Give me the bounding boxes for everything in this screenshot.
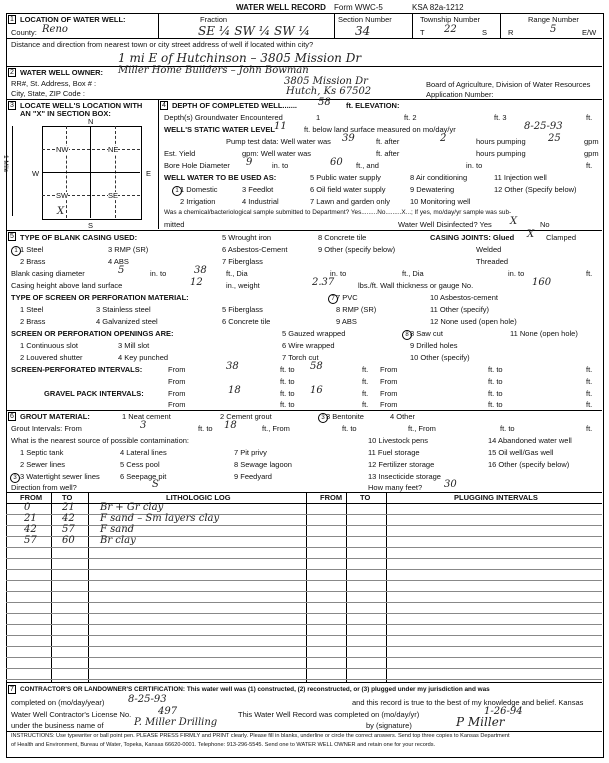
yield-well-water: gpm: Well water was [242,149,312,158]
cont-watertight[interactable]: 3 Watertight sewer lines [20,472,100,481]
grout-neat[interactable]: 1 Neat cement [122,412,171,421]
distance-label: Distance and direction from nearest town or city street address of well if located within city? [11,40,314,49]
grout-to-2: ft. to [342,424,357,433]
log-row-description[interactable]: F sand [100,524,135,535]
use-feedlot[interactable]: 3 Feedlot [242,185,274,194]
feet-label: How many feet? [368,483,423,492]
gpi-to-2: ft. to [488,389,503,398]
log-row-from[interactable]: 57 [24,535,37,546]
cont-fuel[interactable]: 11 Fuel storage [368,448,420,457]
spi-from-4: From [380,377,398,386]
opening-continuous[interactable]: 1 Continuous slot [20,341,78,350]
log-row-from[interactable]: 21 [24,513,37,524]
form-title: WATER WELL RECORD [236,3,326,12]
completed-label: completed on (mo/day/year) [11,698,105,707]
bore-ft-and: ft., and [356,161,379,170]
log-rule-line [6,536,602,537]
screen-none[interactable]: 12 None used (open hole) [430,317,517,326]
opening-wire[interactable]: 6 Wire wrapped [282,341,335,350]
screen-intervals-label: SCREEN-PERFORATED INTERVALS: [11,365,143,374]
board-label: Board of Agriculture, Division of Water Resources [426,80,591,89]
spi-to-4: ft. to [488,377,503,386]
screen-concrete[interactable]: 6 Concrete tile [222,317,271,326]
opening-drilled[interactable]: 9 Drilled holes [410,341,458,350]
height-value[interactable]: 12 [190,277,203,288]
cont-sewer[interactable]: 2 Sewer lines [20,460,66,469]
range-value[interactable]: 5 [550,24,557,35]
spi-ft: ft. [362,365,369,374]
use-monitoring[interactable]: 10 Monitoring well [410,197,471,206]
direction-value[interactable]: S [152,479,159,490]
cont-oil[interactable]: 15 Oil well/Gas well [488,448,554,457]
disinfected-no: No [540,220,550,229]
record-completed-label: This Water Well Record was completed on (mo/day/yr) [238,710,420,719]
casing-abs[interactable]: 4 ABS [108,257,129,266]
spi-ft-3: ft. [362,377,369,386]
diam-value[interactable]: 5 [118,265,125,276]
cont-septic[interactable]: 1 Septic tank [20,448,64,457]
log-row-description[interactable]: F sand – Sm layers clay [100,513,220,524]
ksa-number: KSA 82a-1212 [412,3,464,12]
casing-fiberglass[interactable]: 7 Fiberglass [222,257,263,266]
certification-text: CONTRACTOR'S OR LANDOWNER'S CERTIFICATION: This water well was (1) constructed, (2) reconstructed, or (3) plugged under my jurisdiction and was [20,686,490,693]
grout-intervals-label: Grout Intervals: From [11,424,82,433]
chem-sample-question: Was a chemical/bacteriological sample submitted to Department? Yes.........No.........X...; If yes, mo/day/yr sample was sub- [164,209,512,216]
township-label: Township Number [420,15,481,24]
log-rule-line [6,635,602,636]
business-label: under the business name of [11,721,104,730]
log-rule-line [6,547,602,548]
diam-label: Blank casing diameter [11,269,85,278]
cont-livestock[interactable]: 10 Livestock pens [368,436,429,445]
gravel-label: GRAVEL PACK INTERVALS: [44,389,144,398]
section-5-number: 5 [10,233,14,240]
log-rule-line [6,679,602,680]
grout-ft-from-2: ft., From [408,424,436,433]
locate-label-2: AN "X" IN SECTION BOX: [20,109,111,118]
cont-lateral[interactable]: 4 Lateral lines [120,448,167,457]
gw-3: ft. 3 [494,113,507,122]
screen-asbestos[interactable]: 10 Asbestos-cement [430,293,498,302]
cont-cess[interactable]: 5 Cess pool [120,460,160,469]
chem-mitted: mitted [164,220,185,229]
township-t: T [420,28,425,37]
log-rule-line [6,646,602,647]
spi-to-label: ft. to [280,365,295,374]
nw-label: NW [56,145,69,154]
bore-diameter-value[interactable]: 9 [246,157,253,168]
opening-gauzed[interactable]: 5 Gauzed wrapped [282,329,346,338]
cont-fertilizer[interactable]: 12 Fertilizer storage [368,460,435,469]
grout-cement[interactable]: 2 Cement grout [220,412,272,421]
log-rule-line [6,580,602,581]
section-3-number: 3 [10,102,14,109]
north-label: N [88,117,94,126]
log-row-description[interactable]: Br + Gr clay [100,502,164,513]
section-number-label: Section Number [338,15,392,24]
log-rule-line [6,591,602,592]
gpi-from-value[interactable]: 18 [228,385,241,396]
screen-rmp[interactable]: 8 RMP (SR) [336,305,377,314]
location-label: LOCATION OF WATER WELL: [20,15,126,24]
casing-wrought[interactable]: 5 Wrought iron [222,233,272,242]
pump-gpm-value[interactable]: 25 [548,133,561,144]
fraction-value[interactable]: SE ¼ SW ¼ SW ¼ [198,24,311,38]
gpi-to-4: ft. to [488,400,503,409]
log-rule-line [6,657,602,658]
instructions-line-1: INSTRUCTIONS: Use typewriter or ball point pen. PLEASE PRESS FIRMLY and PRINT clearly. Please fill in blanks, underline or circle the correct answers. Send top three copies to Kansas Department [11,733,510,739]
gpi-ft-3: ft. [362,400,369,409]
distance-value[interactable]: 1 mi E of Hutchinson – 3805 Mission Dr [118,51,362,65]
disinfected-no-mark[interactable]: X [510,216,518,227]
gw-1: 1 [316,113,321,122]
gpi-to-3: ft. to [280,400,295,409]
screen-fiberglass[interactable]: 5 Fiberglass [222,305,263,314]
fraction-label: Fraction [200,15,228,24]
signature-value[interactable]: P Miller [456,715,505,729]
static-level-date[interactable]: 8-25-93 [524,121,563,132]
diam-to-value[interactable]: 38 [194,265,207,276]
casing-rmp[interactable]: 3 RMP (SR) [108,245,149,254]
static-level-label: WELL'S STATIC WATER LEVEL [164,125,275,134]
spi-ft-2: ft. [586,365,593,374]
log-from-header: FROM [20,493,43,502]
grout-from-value[interactable]: 3 [140,420,147,431]
signature-label: by (signature) [366,721,412,730]
casing-steel[interactable]: 1 Steel [20,245,44,254]
city-label: City, State, ZIP Code : [11,89,85,98]
openings-label: SCREEN OR PERFORATION OPENINGS ARE: [11,329,174,338]
casing-brass[interactable]: 2 Brass [20,257,46,266]
log-rule-line [6,558,602,559]
screen-abs[interactable]: 9 ABS [336,317,357,326]
use-domestic[interactable]: 1 Domestic [180,185,218,194]
log-row-from[interactable]: 42 [24,524,37,535]
locate-label: LOCATE WELL'S LOCATION WITH [20,101,143,110]
casing-other[interactable]: 9 Other (specify below) [318,245,396,254]
range-label: Range Number [528,15,579,24]
groundwater-label: Depth(s) Groundwater Encountered [164,113,283,122]
log-rule-line [6,525,602,526]
township-value[interactable]: 22 [444,24,457,35]
spi-to-3: ft. to [280,377,295,386]
bore-in-to: in. to [272,161,289,170]
yield-label: Est. Yield [164,149,196,158]
static-level-rest: ft. below land surface measured on mo/day/yr [304,125,456,134]
township-s: S [482,28,488,37]
diam-ft-dia: ft., Dia [226,269,248,278]
section-6-number: 6 [10,413,14,420]
bore-ft-2: ft. [586,161,593,170]
spi-ft-4: ft. [586,377,593,386]
casing-asbestos[interactable]: 6 Asbestos-Cement [222,245,288,254]
gw-ft: ft. [586,113,593,122]
county-value[interactable]: Reno [42,24,68,35]
license-value[interactable]: 497 [158,706,178,717]
depth-ft-elevation: ft. ELEVATION: [346,101,400,110]
log-row-from[interactable]: 0 [24,502,31,513]
business-value[interactable]: P. Miller Drilling [134,717,218,728]
grout-other[interactable]: 4 Other [390,412,416,421]
casing-type-label: TYPE OF BLANK CASING USED: [20,233,138,242]
spi-from-label: From [168,365,186,374]
diam-in-to-2: in. to [330,269,347,278]
use-public[interactable]: 5 Public water supply [310,173,381,182]
spi-from-2: From [380,365,398,374]
diam-in-to: in. to [150,269,167,278]
use-dewatering[interactable]: 9 Dewatering [410,185,455,194]
screen-other[interactable]: 11 Other (specify) [430,305,490,314]
grout-ft-from: ft., From [262,424,290,433]
owner-label: WATER WELL OWNER: [20,68,104,77]
opening-other[interactable]: 10 Other (specify) [410,353,470,362]
grout-ft-3: ft. [586,424,593,433]
range-r: R [508,28,514,37]
log-rule-line [6,514,602,515]
cont-seepage[interactable]: 6 Seepage pit [120,472,167,481]
gw-2: ft. 2 [404,113,417,122]
cont-abandoned[interactable]: 14 Abandoned water well [488,436,572,445]
pump-ft-value[interactable]: 39 [342,133,355,144]
height-label: Casing height above land surface [11,281,123,290]
log-rule-line [6,668,602,669]
gauge-value[interactable]: 160 [532,277,552,288]
screen-pvc[interactable]: 7 PVC [336,293,358,302]
pump-hours-label: hours pumping [476,137,526,146]
grout-label: GROUT MATERIAL: [20,412,90,421]
joints-threaded[interactable]: Threaded [476,257,509,266]
weight-value[interactable]: 2.37 [312,277,335,288]
spi-from-3: From [168,377,186,386]
form-number: Form WWC-5 [334,3,383,12]
completed-date[interactable]: 8-25-93 [128,694,167,705]
static-level-value[interactable]: 11 [274,121,287,132]
well-location-mark: X [57,206,65,217]
joints-welded[interactable]: Welded [476,245,502,254]
diam-in-to-3: in. to [508,269,525,278]
bore-in-to-2: in. to [466,161,483,170]
screen-brass[interactable]: 2 Brass [20,317,46,326]
log-rule-line [6,613,602,614]
range-ew: E/W [582,28,597,37]
bore-label: Bore Hole Diameter [164,161,230,170]
depth-label: DEPTH OF COMPLETED WELL....... [172,101,297,110]
opening-key[interactable]: 4 Key punched [118,353,169,362]
section-number-value[interactable]: 34 [355,24,371,38]
log-row-to[interactable]: 57 [62,524,75,535]
log-row-to[interactable]: 42 [62,513,75,524]
gpi-ft: ft. [362,389,369,398]
opening-none[interactable]: 11 None (open hole) [510,329,578,338]
log-from2-header: FROM [320,493,343,502]
gpi-from-2: From [380,389,398,398]
screen-stainless[interactable]: 3 Stainless steel [96,305,151,314]
gpi-to-label: ft. to [280,389,295,398]
grout-bentonite[interactable]: 3 Bentonite [326,412,364,421]
opening-louvered[interactable]: 2 Louvered shutter [20,353,83,362]
log-rule-line [6,624,602,625]
gpi-ft-4: ft. [586,400,593,409]
direction-label: Direction from well? [11,483,77,492]
address-value[interactable]: 3805 Mission Dr [284,76,368,87]
spi-to-2: ft. to [488,365,503,374]
gpi-from-4: From [380,400,398,409]
gpi-from-3: From [168,400,186,409]
opening-torch[interactable]: 7 Torch cut [282,353,319,362]
log-row-to[interactable]: 21 [62,502,75,513]
log-plugging-header: PLUGGING INTERVALS [454,493,538,502]
application-label: Application Number: [426,90,494,99]
section-4-number: 4 [162,102,166,109]
cont-insecticide[interactable]: 13 Insecticide storage [368,472,441,481]
use-label: WELL WATER TO BE USED AS: [164,173,277,182]
yield-hours: hours pumping [476,149,526,158]
screen-material-label: TYPE OF SCREEN OR PERFORATION MATERIAL: [11,293,189,302]
instructions-line-2: of Health and Environment, Bureau of Water, Topeka, Kansas 66620-0001. Telephone: 913-296-5545. Send one to WATER WELL OWNER and retain one for your records. [11,742,436,748]
use-irrigation[interactable]: 2 Irrigation [180,197,216,206]
diam-ft-3: ft. [586,269,593,278]
opening-mill[interactable]: 3 Mill slot [118,341,150,350]
yield-gpm: gpm [584,149,599,158]
log-rule-line [6,569,602,570]
se-label: SE [108,191,119,200]
pump-test-label: Pump test data: Well water was [226,137,331,146]
screen-steel[interactable]: 1 Steel [20,305,44,314]
yield-after: ft. after [376,149,400,158]
log-to2-header: TO [360,493,371,502]
pump-after: ft. after [376,137,400,146]
cont-lagoon[interactable]: 8 Sewage lagoon [234,460,292,469]
use-oil-field[interactable]: 6 Oil field water supply [310,185,386,194]
joints-glued-mark[interactable]: X [527,229,535,240]
spi-to-value[interactable]: 58 [310,361,323,372]
use-lawn[interactable]: 7 Lawn and garden only [310,197,391,206]
pump-hours-value[interactable]: 2 [440,133,447,144]
feet-value[interactable]: 30 [444,479,457,490]
spi-from-value[interactable]: 38 [226,361,239,372]
license-label: Water Well Contractor's License No. [11,710,132,719]
ne-label: NE [108,145,119,154]
log-row-to[interactable]: 60 [62,535,75,546]
screen-galvanized[interactable]: 4 Galvanized steel [96,317,158,326]
sw-label: SW [56,191,69,200]
county-label: County: [11,28,37,37]
section-2-number: 2 [10,69,14,76]
use-injection[interactable]: 11 Injection well [494,173,547,182]
contamination-label: What is the nearest source of possible contamination: [11,436,190,445]
cont-pit[interactable]: 7 Pit privy [234,448,267,457]
east-label: E [146,169,152,178]
grout-to-3: ft. to [500,424,515,433]
log-row-description[interactable]: Br clay [100,535,136,546]
cont-feedyard[interactable]: 9 Feedyard [234,472,272,481]
log-lithologic-header: LITHOLOGIC LOG [166,493,231,502]
height-in-weight: in., weight [226,281,260,290]
use-other[interactable]: 12 Other (Specify below) [494,185,577,194]
joints-clamped[interactable]: Clamped [546,233,577,242]
gpi-ft-2: ft. [586,389,593,398]
casing-concrete[interactable]: 8 Concrete tile [318,233,367,242]
gpi-to-value[interactable]: 16 [310,385,323,396]
address-label: RR#, St. Address, Box # : [11,79,97,88]
section-1-number: 1 [10,16,14,23]
bore-to-value[interactable]: 60 [330,157,343,168]
diam-ft-dia-2: ft., Dia [402,269,424,278]
disinfected-label: Water Well Disinfected? Yes [398,220,492,229]
log-rule-line [6,602,602,603]
grout-to-label: ft. to [198,424,213,433]
section-7-number: 7 [10,686,14,693]
city-value[interactable]: Hutch, Ks 67502 [286,86,372,97]
opening-saw[interactable]: 8 Saw cut [410,329,443,338]
depth-value[interactable]: 58 [318,97,331,108]
mile-label: 1 Mile [2,155,9,173]
completed-rest: and this record is true to the best of my knowledge and belief. Kansas [352,698,584,707]
joints-label: CASING JOINTS: Glued [430,233,515,242]
use-industrial[interactable]: 4 Industrial [242,197,279,206]
owner-value[interactable]: Miller Home Builders – John Bowman [118,65,309,76]
weight-unit: lbs./ft. Wall thickness or gauge No. [358,281,474,290]
south-label: S [88,221,94,230]
west-label: W [32,169,40,178]
cont-other[interactable]: 16 Other (specify below) [488,460,570,469]
record-completed-date[interactable]: 1-26-94 [484,706,523,717]
pump-gpm-label: gpm [584,137,599,146]
use-air[interactable]: 8 Air conditioning [410,173,468,182]
gpi-from-label: From [168,389,186,398]
grout-to-value[interactable]: 18 [224,420,237,431]
log-to-header: TO [62,493,73,502]
